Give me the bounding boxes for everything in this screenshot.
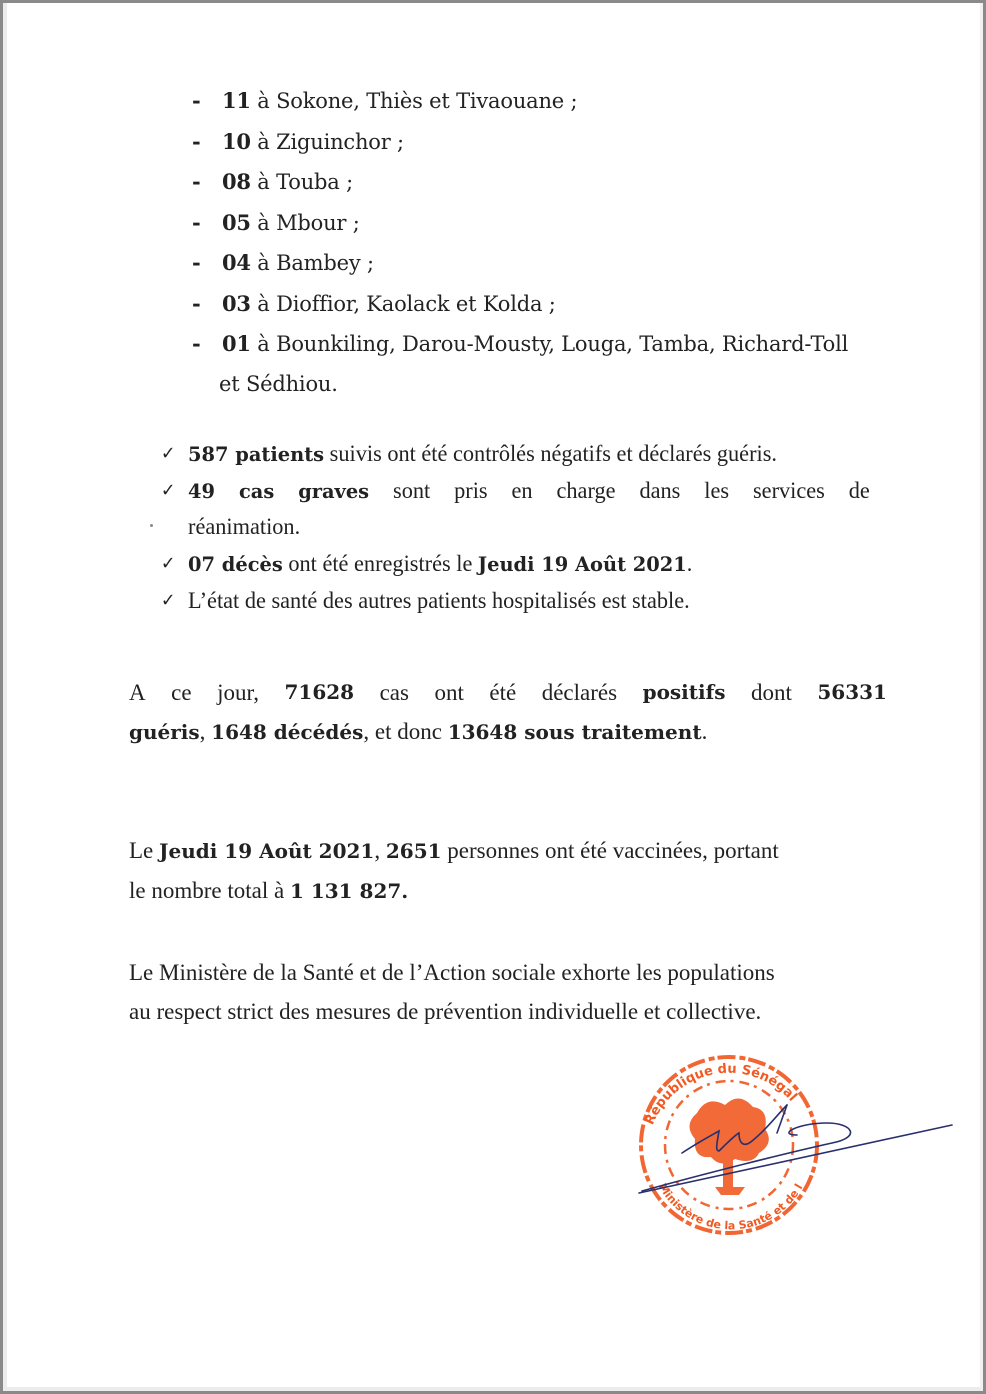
dash-bullet: - xyxy=(192,128,201,154)
separator: , et donc xyxy=(363,719,448,744)
locality-text: à Mbour ; xyxy=(250,210,360,235)
severe-word: services xyxy=(752,478,825,503)
locality-text: à Ziguinchor ; xyxy=(250,129,404,154)
document-page xyxy=(3,3,983,1391)
vaccination-prefix: Le xyxy=(129,838,160,863)
case-count: 05 xyxy=(222,209,251,235)
stamp-seal-icon xyxy=(627,1043,957,1243)
totals-word: cas xyxy=(379,680,409,705)
locality-text: à Touba ; xyxy=(250,170,353,194)
total-deaths: 1648 décédés xyxy=(211,720,364,744)
severe-word: pris xyxy=(454,478,488,503)
list-item xyxy=(187,81,907,122)
list-item xyxy=(187,122,907,163)
vaccination-line-2 xyxy=(129,871,887,911)
status-stable xyxy=(157,583,870,619)
dash-bullet: - xyxy=(192,209,201,235)
deaths-date: Jeudi 19 Août 2021 xyxy=(477,552,687,576)
totals-word: 56331 xyxy=(817,680,887,704)
totals-word: jour, xyxy=(217,680,259,705)
separator: , xyxy=(199,719,212,744)
status-recovered xyxy=(157,436,870,472)
official-stamp xyxy=(627,1043,957,1243)
list-item xyxy=(187,284,907,325)
severe-word: sont xyxy=(393,478,431,503)
scan-speck xyxy=(150,524,153,527)
totals-paragraph xyxy=(129,673,887,752)
deaths-text: ont été enregistrés le xyxy=(282,551,478,576)
vaccination-paragraph xyxy=(129,831,887,911)
totals-word: dont xyxy=(750,680,792,705)
severe-word: les xyxy=(704,478,730,503)
recovered-count: 587 patients xyxy=(188,442,325,466)
vaccination-text: personnes ont été vaccinées, portant xyxy=(441,838,779,863)
status-severe xyxy=(157,473,870,545)
locality-text: à Bambey ; xyxy=(250,251,374,275)
totals-word: déclarés xyxy=(541,680,618,705)
severe-line xyxy=(188,473,870,509)
case-count: 01 xyxy=(222,331,251,356)
totals-word: été xyxy=(489,680,517,705)
under-treatment: 13648 sous traitement xyxy=(447,720,702,744)
ministry-message xyxy=(129,953,887,1031)
checkmark-icon: ✓ xyxy=(160,590,176,611)
stamp-text-top: République du Sénégal xyxy=(642,1061,800,1128)
vaccination-total: 1 131 827. xyxy=(289,879,409,903)
dash-bullet: - xyxy=(192,331,201,356)
severe-word: dans xyxy=(639,478,681,503)
totals-word: ce xyxy=(171,680,192,705)
stamp-text-bottom: Ministère de la Santé et de l xyxy=(655,1180,806,1233)
deaths-end: . xyxy=(686,551,693,576)
severe-word: charge xyxy=(556,478,616,503)
status-deaths xyxy=(157,546,870,582)
regional-cases-list xyxy=(187,81,907,404)
recovered-text: suivis ont été contrôlés négatifs et déclarés guéris. xyxy=(324,441,777,466)
locality-text: à Sokone, Thiès et Tivaouane ; xyxy=(250,89,578,113)
severe-word: en xyxy=(511,478,533,503)
checkmark-icon: ✓ xyxy=(160,480,176,501)
ministry-line-1: Le Ministère de la Santé et de l’Action sociale exhorte les populations xyxy=(129,960,775,985)
list-item xyxy=(187,162,907,203)
deaths-count: 07 décès xyxy=(188,552,283,576)
list-item xyxy=(187,203,907,244)
case-count: 04 xyxy=(222,250,251,275)
severe-word: 49 xyxy=(188,479,216,503)
recovered-label: guéris xyxy=(129,720,200,744)
case-count: 08 xyxy=(222,169,251,194)
checkmark-icon: ✓ xyxy=(160,443,176,464)
dash-bullet: - xyxy=(192,250,201,275)
status-list xyxy=(157,436,892,620)
totals-word: 71628 xyxy=(284,680,355,704)
dash-bullet: - xyxy=(192,169,201,194)
totals-word: A xyxy=(129,680,146,705)
locality-text: à Bounkiling, Darou-Mousty, Louga, Tamba, Richard-Toll xyxy=(250,332,849,356)
totals-word: positifs xyxy=(642,680,726,704)
case-count: 11 xyxy=(222,88,251,113)
totals-word: ont xyxy=(434,680,464,705)
vaccination-total-label: le nombre total à xyxy=(129,878,290,903)
daily-vaccinations: 2651 xyxy=(385,839,442,863)
locality-continuation: et Sédhiou. xyxy=(219,371,338,396)
vaccination-line-1 xyxy=(129,831,887,871)
checkmark-icon: ✓ xyxy=(160,553,176,574)
vaccination-date: Jeudi 19 Août 2021 xyxy=(159,839,375,863)
case-count: 03 xyxy=(222,290,251,316)
list-item xyxy=(187,324,907,404)
severe-word: de xyxy=(848,478,870,503)
totals-line-2 xyxy=(129,712,887,752)
dash-bullet: - xyxy=(192,88,201,113)
separator: , xyxy=(374,838,386,863)
totals-line-1 xyxy=(129,673,887,712)
list-item xyxy=(187,243,907,284)
locality-text: à Dioffior, Kaolack et Kolda ; xyxy=(250,291,556,316)
sentence-end: . xyxy=(701,719,708,744)
stable-text: L’état de santé des autres patients hospitalisés est stable. xyxy=(188,588,690,613)
severe-word: graves xyxy=(298,479,370,503)
dash-bullet: - xyxy=(192,290,201,316)
severe-word: cas xyxy=(238,479,275,503)
ministry-line-2: au respect strict des mesures de prévention individuelle et collective. xyxy=(129,999,762,1024)
case-count: 10 xyxy=(222,128,251,154)
severe-continuation: réanimation. xyxy=(188,514,301,539)
